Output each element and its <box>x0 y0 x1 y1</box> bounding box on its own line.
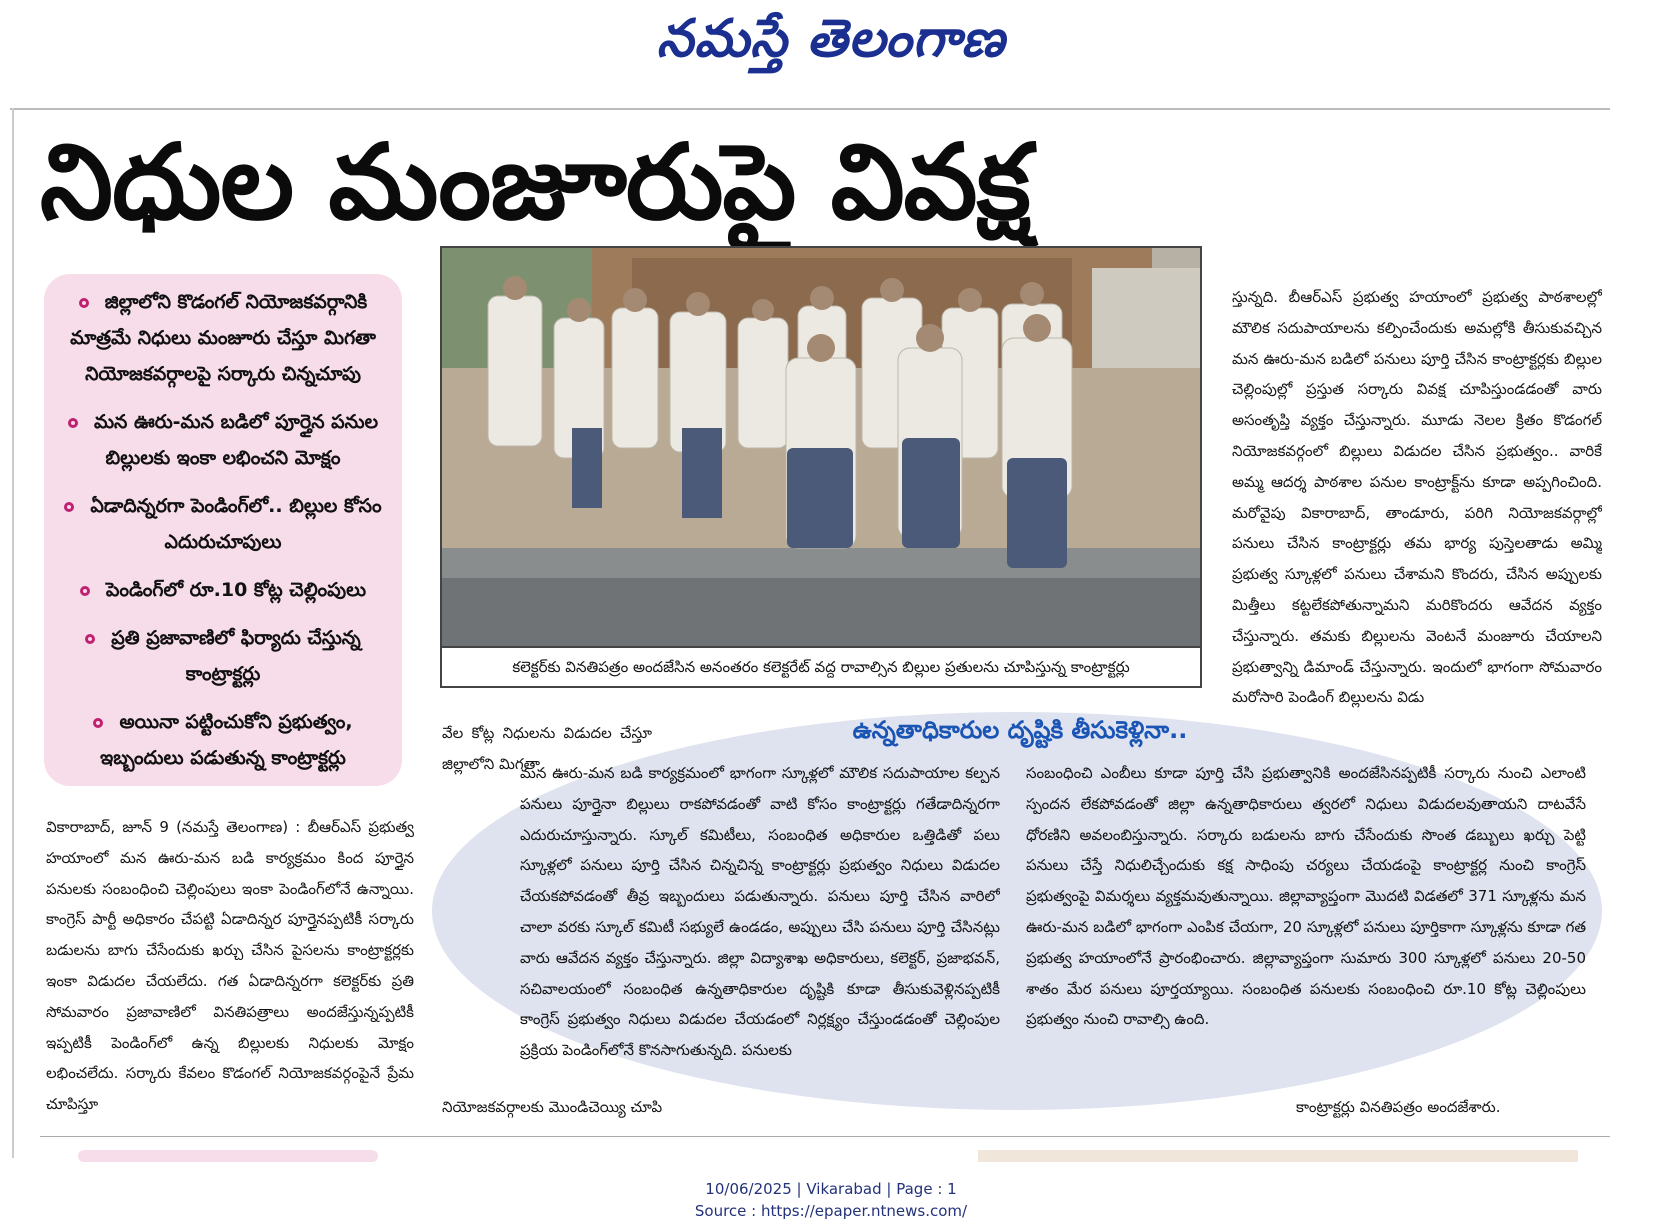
article-right-column: స్తున్నది. బీఆర్‌ఎస్ ప్రభుత్వ హయాంలో ప్రభుత్వ పాఠశాలల్లో మౌలిక సదుపాయాలను కల్పించేందుకు అమల్లోకి తీసుకువచ్చిన మన ఊరు-మన బడిలో పనులు పూర్తి చేసిన కాంట్రాక్టర్లకు బిల్లుల చెల్లింపుల్లో ప్రస్తుత సర్కారు వివక్ష చూపిస్తుండడంతో వారు అసంతృప్తి వ్యక్తం చేస్తున్నారు. మూడు నెలల క్రితం కొడంగల్ నియోజకవర్గంలో బిల్లులు విడుదల చేసిన ప్రభుత్వం.. వారికే అమ్మ ఆదర్శ పాఠశాల పనుల కాంట్రాక్ట్‌ను కూడా అప్పగించింది. మరోవైపు వికారాబాద్, తాండూరు, పరిగి నియోజకవర్గాల్లో పనులు చేసిన కాంట్రాక్టర్లు తమ భార్య పుస్తెలతాడు అమ్మి ప్రభుత్వ స్కూళ్లలో పనులు చేశామని కొందరు, చేసిన అప్పులకు మిత్తీలు కట్టలేకపోతున్నామని మరికొందరు ఆవేదన వ్యక్తం చేస్తున్నారు. తమకు బిల్లులను వెంటనే మంజూరు చేయాలని ప్రభుత్వాన్ని డిమాండ్ చేస్తున్నారు. ఇందులో భాగంగా సోమవారం మరోసారి పెండింగ్ బిల్లులను విడు <box>1232 288 1602 707</box>
article-right-bottom: కాంట్రాక్టర్లు వినతిపత్రం అందజేశారు. <box>1296 1098 1501 1116</box>
highlight-item: మన ఊరు-మన బడిలో పూర్తైన పనుల బిల్లులకు ఇంకా లభించని మోక్షం <box>52 404 394 476</box>
headline: నిధుల మంజూరుపై వివక్ష <box>40 121 1030 243</box>
bullet-icon <box>80 586 90 596</box>
photo-caption: కలెక్టర్‌కు వినతిపత్రం అందజేసిన అనంతరం కలెక్టరేట్ వద్ద రావాల్సిన బిల్లుల ప్రతులను చూపిస్తున్న కాంట్రాక్టర్లు <box>440 648 1202 688</box>
inset-right-text: సంబంధించి ఎంబీలు కూడా పూర్తి చేసి ప్రభుత్వానికి అందజేసినప్పటికీ సర్కారు నుంచి ఎలాంటి స్పందన లేకపోవడంతో జిల్లా ఉన్నతాధికారులు త్వరలో నిధులు విడుదలవుతాయని దాటవేసే ధోరణిని అవలంబిస్తున్నారు. సర్కారు బడులను బాగు చేసేందుకు సొంత డబ్బులు ఖర్చు పెట్టి పనులు చేస్తే నిధులిచ్చేందుకు కక్ష సాధింపు చర్యలు చేయడంపై కాంట్రాక్టర్ల నుంచి కాంగ్రెస్ ప్రభుత్వంపై విమర్శలు వ్యక్తమవుతున్నాయి. జిల్లావ్యాప్తంగా మొదటి విడతలో 371 స్కూళ్లను మన ఊరు-మన బడిలో భాగంగా ఎంపిక చేయగా, 20 స్కూళ్లలో పనులు పూర్తికాగా స్కూళ్లను కూడా గత ప్రభుత్వ హయాంలోనే ప్రారంభించారు. జిల్లావ్యాప్తంగా సుమారు 300 స్కూళ్లలో పనులు 20-50 శాతం మేర పనులు పూర్తయ్యాయి. సంబంధిత పనులకు సంబంధించి రూ.10 కోట్ల చెల్లింపులు ప్రభుత్వం నుంచి రావాల్సి ఉంది. <box>1026 764 1586 1029</box>
bullet-icon <box>68 418 78 428</box>
footer-source: Source : https://epaper.ntnews.com/ <box>694 1202 968 1220</box>
article-middle-bottom: నియోజకవర్గాలకు మొండిచెయ్యి చూపి <box>442 1098 663 1116</box>
next-article-teaser-right <box>978 1150 1578 1162</box>
masthead-logo: నమస్తే తెలంగాణ <box>656 9 1006 69</box>
page-footer <box>0 1178 1662 1222</box>
inset-left-text: మన ఊరు-మన బడి కార్యక్రమంలో భాగంగా స్కూళ్లలో మౌలిక సదుపాయాల కల్పన పనులు పూర్తైనా బిల్లులు రాకపోవడంతో వాటి కోసం కాంట్రాక్టర్లు గతేడాదిన్నరగా ఎదురుచూస్తున్నారు. స్కూల్ కమిటీలు, సంబంధిత అధికారుల ఒత్తిడితో పలు స్కూళ్లలో పనులు పూర్తి చేసిన చిన్నచిన్న కాంట్రాక్టర్లు ప్రభుత్వం నిధులు విడుదల చేయకపోవడంతో తీవ్ర ఇబ్బందులు పడుతున్నారు. పనులు పూర్తి చేసిన వారిలో చాలా వరకు స్కూల్ కమిటీ సభ్యులే ఉండడం, అప్పులు చేసి పనులు పూర్తి చేసినట్లు వారు ఆవేదన వ్యక్తం చేస్తున్నారు. జిల్లా విద్యాశాఖ అధికారులు, కలెక్టర్, ప్రజాభవన్, సచివాలయంలో సంబంధిత ఉన్నతాధికారుల దృష్టికి కూడా తీసుకువెళ్లినప్పటికీ కాంగ్రెస్ ప్రభుత్వం నిధులు విడుదల చేయడంలో నిర్లక్ష్యం చేస్తుండడంతో చెల్లింపుల ప్రక్రియ పెండింగ్‌లోనే కొనసాగుతున్నది. పనులకు <box>520 764 1000 1060</box>
left-divider <box>12 108 14 1158</box>
next-article-teaser-left <box>78 1150 378 1162</box>
bottom-divider <box>40 1136 1610 1137</box>
article-left-column: వికారాబాద్, జూన్ 9 (నమస్తే తెలంగాణ) : బీఆర్‌ఎస్ ప్రభుత్వ హయాంలో మన ఊరు-మన బడి కార్యక్రమం కింద పూర్తైన పనులకు సంబంధించి చెల్లింపులు ఇంకా పెండింగ్‌లోనే ఉన్నాయి. కాంగ్రెస్ పార్టీ అధికారం చేపట్టి ఏడాదిన్నర పూర్తైనప్పటికీ సర్కారు బడులను బాగు చేసేందుకు ఖర్చు చేసిన పైసలను కాంట్రాక్టర్లకు ఇంకా విడుదల చేయలేదు. గత ఏడాదిన్నరగా కలెక్టర్‌కు ప్రతి సోమవారం ప్రజావాణిలో వినతిపత్రాలు అందజేస్తున్నప్పటికీ ఇప్పటికీ పెండింగ్‌లో ఉన్న బిల్లులకు నిధులకు మోక్షం లభించలేదు. సర్కారు కేవలం కొడంగల్ నియోజకవర్గంపైనే ప్రేమ చూపిస్తూ <box>46 818 414 1114</box>
footer-date-edition: 10/06/2025 | Vikarabad | Page : 1 <box>705 1180 957 1198</box>
bullet-icon <box>85 634 95 644</box>
bullet-icon <box>79 298 89 308</box>
highlight-item: ప్రతి ప్రజావాణిలో ఫిర్యాదు చేస్తున్న కాంట్రాక్టర్లు <box>52 620 394 692</box>
highlight-item: ఏడాదిన్నరగా పెండింగ్‌లో.. బిల్లుల కోసం ఎదురుచూపులు <box>52 488 394 560</box>
article-middle-top: వేల కోట్ల నిధులను విడుదల చేస్తూ జిల్లాలోని మిగతా <box>442 724 652 773</box>
bullet-icon <box>64 502 74 512</box>
inset-title: ఉన్నతాధికారుల దృష్టికి తీసుకెళ్లినా.. <box>852 716 1188 744</box>
highlight-item: జిల్లాలోని కొడంగల్ నియోజకవర్గానికి మాత్రమే నిధులు మంజూరు చేస్తూ మిగతా నియోజకవర్గాలపై సర్కారు చిన్నచూపు <box>70 291 376 385</box>
news-photo <box>440 246 1202 648</box>
highlights-box <box>44 274 402 786</box>
bullet-icon <box>93 718 103 728</box>
top-divider <box>10 108 1610 110</box>
highlight-item: అయినా పట్టించుకోని ప్రభుత్వం, ఇబ్బందులు పడుతున్న కాంట్రాక్టర్లు <box>52 704 394 776</box>
highlight-item: పెండింగ్‌లో రూ.10 కోట్ల చెల్లింపులు <box>52 572 394 608</box>
